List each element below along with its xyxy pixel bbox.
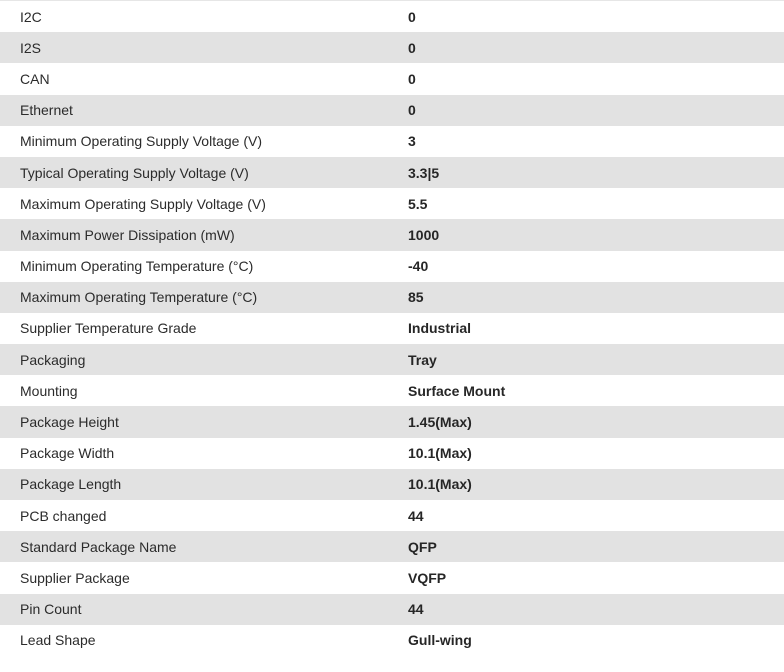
table-row [0,313,784,344]
spec-value: Tray [408,351,437,368]
spec-value: 0 [408,8,416,25]
spec-value: 10.1(Max) [408,445,472,462]
table-row [0,625,784,656]
table-row [0,188,784,219]
spec-name: Pin Count [20,601,82,618]
spec-value: Industrial [408,320,472,337]
spec-name: Package Length [20,476,122,493]
table-row [0,344,784,375]
spec-value: QFP [408,538,437,555]
spec-name: Maximum Operating Temperature (°C) [20,289,258,306]
spec-name: Standard Package Name [20,538,177,555]
spec-value: -40 [408,258,429,275]
spec-value: VQFP [408,569,447,586]
table-row [0,562,784,593]
specifications-table [0,1,784,656]
spec-value: 10.1(Max) [408,476,472,493]
table-row [0,95,784,126]
spec-name: Packaging [20,351,86,368]
spec-value: 3.3|5 [408,164,440,181]
table-row [0,1,784,32]
spec-name: Supplier Temperature Grade [20,320,197,337]
spec-name: PCB changed [20,507,107,524]
spec-name: Ethernet [20,102,73,119]
spec-name: I2C [20,8,42,25]
spec-value: 85 [408,289,424,306]
table-row [0,500,784,531]
spec-name: Typical Operating Supply Voltage (V) [20,164,249,181]
spec-value: 1000 [408,226,440,243]
table-row [0,282,784,313]
table-row [0,251,784,282]
table-row [0,126,784,157]
spec-name: Lead Shape [20,632,96,649]
spec-name: Minimum Operating Supply Voltage (V) [20,133,262,150]
table-row [0,219,784,250]
spec-value: 3 [408,133,416,150]
table-row [0,594,784,625]
spec-name: Supplier Package [20,569,130,586]
table-row [0,32,784,63]
table-row [0,406,784,437]
table-row [0,63,784,94]
spec-value: 44 [408,601,424,618]
spec-value: Gull-wing [408,632,472,649]
spec-name: Mounting [20,382,78,399]
spec-name: Package Width [20,445,115,462]
table-row [0,531,784,562]
spec-value: 1.45(Max) [408,414,472,431]
spec-name: Maximum Power Dissipation (mW) [20,226,235,243]
spec-value: Surface Mount [408,382,506,399]
spec-name: Maximum Operating Supply Voltage (V) [20,195,266,212]
spec-name: I2S [20,39,42,56]
table-row [0,157,784,188]
table-row [0,438,784,469]
specifications-table-body [0,1,784,656]
spec-name: CAN [20,70,50,87]
table-row [0,469,784,500]
spec-name: Minimum Operating Temperature (°C) [20,258,254,275]
table-row [0,375,784,406]
spec-value: 0 [408,102,416,119]
spec-value: 0 [408,70,416,87]
spec-value: 5.5 [408,195,428,212]
spec-name: Package Height [20,414,119,431]
spec-value: 0 [408,39,416,56]
spec-value: 44 [408,507,424,524]
